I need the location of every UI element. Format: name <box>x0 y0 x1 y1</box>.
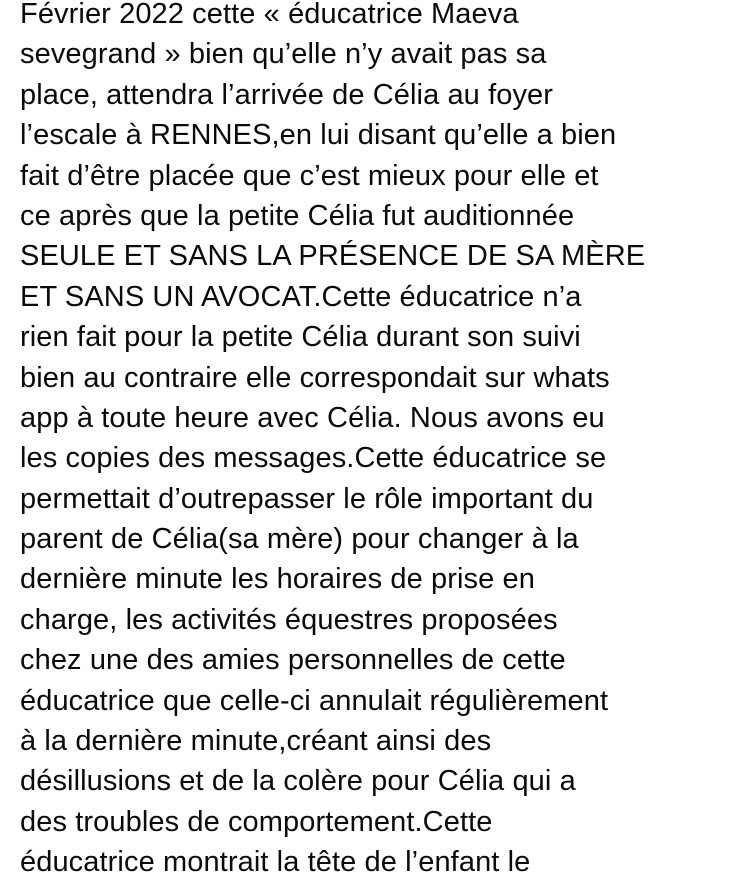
note-text-body <box>20 0 730 883</box>
text-line: Février 2022 cette « éducatrice Maeva <box>20 0 519 30</box>
text-line: parent de Célia(sa mère) pour changer à la <box>20 523 579 556</box>
text-line: rien fait pour la petite Célia durant son suivi <box>20 321 581 354</box>
text-line: ET SANS UN AVOCAT.Cette éducatrice n’a <box>20 280 582 313</box>
text-line: éducatrice que celle-ci annulait régulièrement <box>20 684 609 717</box>
text-line: sevegrand » bien qu’elle n’y avait pas sa <box>20 38 547 71</box>
text-line: app à toute heure avec Célia. Nous avons eu <box>20 401 605 434</box>
text-line: fait d’être placée que c’est mieux pour elle et <box>20 159 599 192</box>
text-line: les copies des messages.Cette éducatrice se <box>20 442 607 475</box>
text-line: dernière minute les horaires de prise en <box>20 563 535 596</box>
text-line: à la dernière minute,créant ainsi des <box>20 725 492 758</box>
text-line: permettait d’outrepasser le rôle important du <box>20 482 594 515</box>
text-line: SEULE ET SANS LA PRÉSENCE DE SA MÈRE <box>20 240 646 273</box>
text-line: charge, les activités équestres proposées <box>20 603 558 636</box>
text-line: désillusions et de la colère pour Célia qui a <box>20 765 576 798</box>
text-line: place, attendra l’arrivée de Célia au foyer <box>20 78 554 111</box>
text-line: l’escale à RENNES,en lui disant qu’elle a bien <box>20 119 617 152</box>
text-line: chez une des amies personnelles de cette <box>20 644 566 677</box>
text-line: ce après que la petite Célia fut auditionnée <box>20 199 575 232</box>
text-line: des troubles de comportement.Cette <box>20 805 493 838</box>
text-line-partial: éducatrice montrait la tête de l’enfant le <box>20 846 531 879</box>
text-line: bien au contraire elle correspondait sur whats <box>20 361 610 394</box>
